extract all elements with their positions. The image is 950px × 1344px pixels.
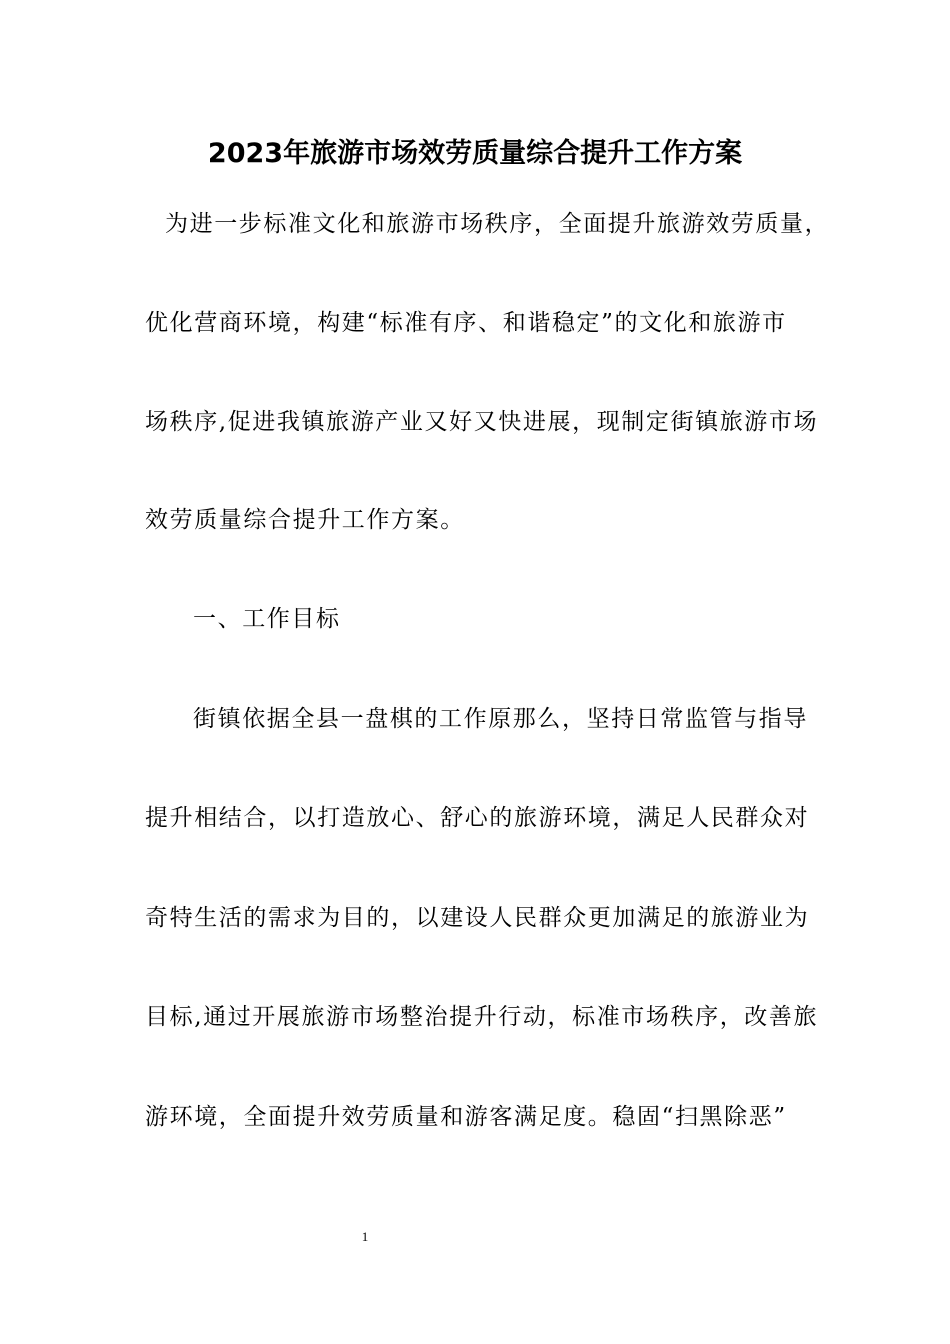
document-title: 2023年旅游市场效劳质量综合提升工作方案 xyxy=(207,138,743,169)
paragraph-line: 游环境，全面提升效劳质量和游客满足度。稳固“扫黑除恶” xyxy=(145,1104,787,1130)
paragraph-line: 街镇依据全县一盘棋的工作原那么，坚持日常监管与指导 xyxy=(193,706,808,732)
section-heading: 一、工作目标 xyxy=(193,606,341,632)
paragraph-line: 提升相结合，以打造放心、舒心的旅游环境，满足人民群众对 xyxy=(145,805,810,831)
paragraph-line: 为进一步标准文化和旅游市场秩序，全面提升旅游效劳质量， xyxy=(165,211,830,237)
paragraph-line: 目标,通过开展旅游市场整治提升行动，标准市场秩序，改善旅 xyxy=(145,1004,819,1030)
paragraph-line: 场秩序,促进我镇旅游产业又好又快进展，现制定街镇旅游市场 xyxy=(145,409,819,435)
page-number: 1 xyxy=(361,1229,369,1244)
paragraph-line: 优化营商环境，构建“标准有序、和谐稳定”的文化和旅游市 xyxy=(145,310,787,336)
paragraph-line: 效劳质量综合提升工作方案。 xyxy=(145,507,465,533)
paragraph-line: 奇特生活的需求为目的，以建设人民群众更加满足的旅游业为 xyxy=(145,905,810,931)
